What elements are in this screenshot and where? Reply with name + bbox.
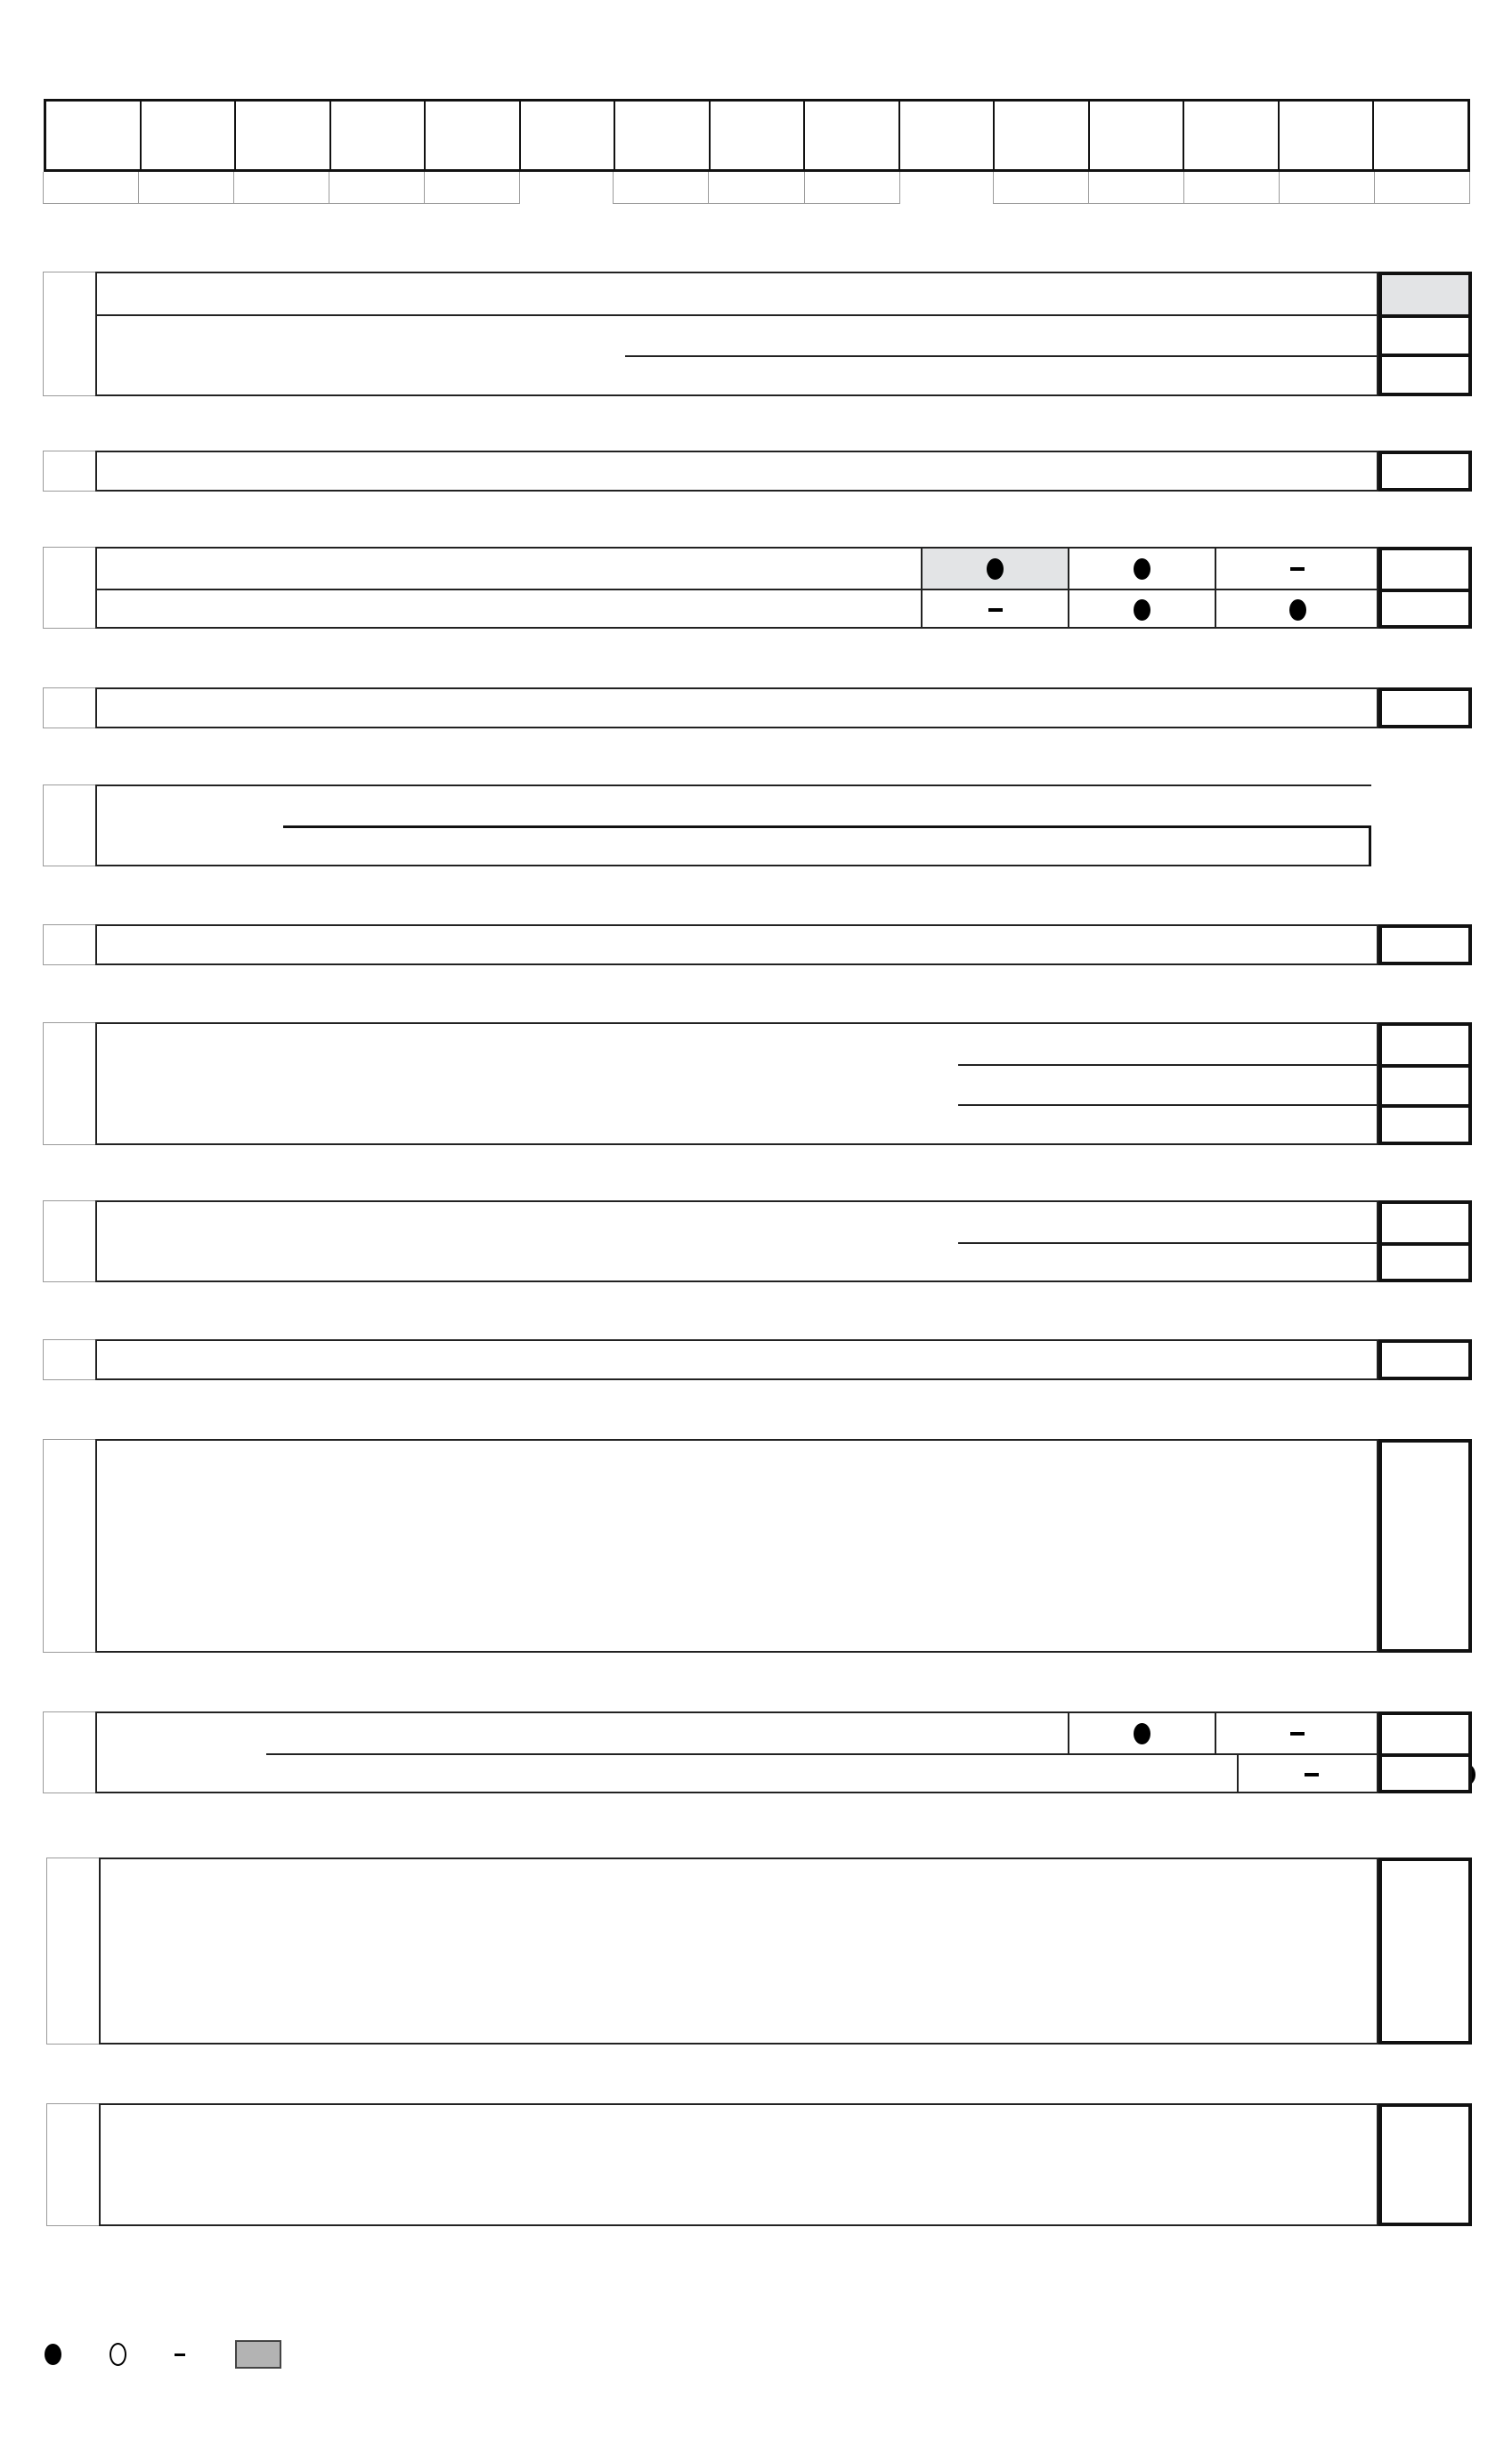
open-circle-icon <box>110 2343 126 2366</box>
code-position-label <box>1279 172 1375 204</box>
table-row <box>97 1202 1377 1242</box>
section-number <box>43 1339 95 1380</box>
code-column <box>1378 924 1472 965</box>
available-dot-icon <box>1134 599 1150 621</box>
code-position-label <box>1183 172 1280 204</box>
availability-cell <box>1215 549 1378 589</box>
code-position-cell[interactable] <box>900 102 996 169</box>
section-number <box>43 1439 95 1653</box>
sizes-row <box>283 825 1371 866</box>
code-column <box>1378 1022 1472 1145</box>
code-position-cell[interactable] <box>711 102 806 169</box>
code-cell[interactable] <box>1382 1026 1468 1064</box>
legend-available <box>45 2344 65 2365</box>
code-position-label <box>329 172 425 204</box>
code-position-cell[interactable] <box>1374 102 1467 169</box>
code-cell[interactable] <box>1382 1242 1468 1282</box>
code-cell-o[interactable] <box>1382 691 1468 725</box>
availability-cell <box>1068 549 1215 589</box>
not-available-dash-icon <box>988 608 1003 612</box>
availability-cell <box>1215 590 1378 629</box>
table-row <box>97 1713 1377 1753</box>
code-position-label <box>804 172 900 204</box>
code-column <box>1378 547 1472 629</box>
availability-cell <box>1237 1755 1384 1793</box>
series-table <box>95 924 1378 965</box>
code-position-cell[interactable] <box>1280 102 1375 169</box>
section-number <box>46 1858 99 2045</box>
section-number <box>46 2103 99 2226</box>
available-dot-icon <box>987 558 1004 580</box>
legend-preferred <box>235 2340 287 2369</box>
code-cell-6[interactable] <box>1382 928 1468 962</box>
availability-cell <box>1215 1713 1378 1753</box>
availability-cell <box>1068 1713 1215 1753</box>
table-row <box>958 1104 1377 1144</box>
sizes-table <box>95 785 1371 866</box>
table-row <box>266 1753 1377 1793</box>
drive-shafts-column-headers <box>0 1407 1512 1437</box>
code-position-cell[interactable] <box>615 102 711 169</box>
code-position-cell[interactable] <box>1184 102 1280 169</box>
operating-mode-table <box>95 687 1378 728</box>
code-position-cell[interactable] <box>426 102 521 169</box>
not-available-dash-icon <box>1290 567 1305 571</box>
code-position-label <box>708 172 804 204</box>
code-column <box>1378 451 1472 492</box>
code-column <box>1378 1439 1472 1653</box>
ordering-code-labels <box>44 172 1470 204</box>
section-number <box>43 272 95 396</box>
code-cell[interactable] <box>1382 1104 1468 1144</box>
footnote <box>45 2404 52 2433</box>
table-row <box>958 1242 1377 1282</box>
mounting-flanges-table <box>95 1711 1378 1793</box>
code-position-label <box>899 172 994 204</box>
code-position-cell[interactable] <box>236 102 331 169</box>
version-table <box>99 2103 1378 2226</box>
code-column <box>1378 2103 1472 2226</box>
table-row <box>97 1024 1377 1064</box>
code-position-label <box>1088 172 1184 204</box>
section-number <box>43 1022 95 1145</box>
code-position-label <box>1374 172 1470 204</box>
section-number <box>43 785 95 866</box>
code-cell-a2f[interactable] <box>1382 454 1468 488</box>
code-column <box>1378 1858 1472 2045</box>
code-cell[interactable] <box>1382 314 1468 355</box>
rotation-table <box>95 1200 1378 1282</box>
code-cell[interactable] <box>1382 1064 1468 1104</box>
code-column <box>1378 1200 1472 1282</box>
not-available-dash-icon <box>1290 1732 1305 1736</box>
code-column <box>1378 1711 1472 1793</box>
code-position-label <box>138 172 234 204</box>
section-number <box>43 687 95 728</box>
code-position-cell[interactable] <box>46 102 142 169</box>
code-position-cell[interactable] <box>995 102 1090 169</box>
code-position-label <box>519 172 614 204</box>
code-position-cell[interactable] <box>1090 102 1185 169</box>
code-position-cell[interactable] <box>805 102 900 169</box>
drive-shafts-table <box>95 1439 1378 1653</box>
availability-cell <box>921 590 1068 629</box>
code-column <box>1378 687 1472 728</box>
code-column <box>1378 272 1472 396</box>
section-number <box>43 924 95 965</box>
available-dot-icon <box>1134 1723 1150 1744</box>
available-dot-icon <box>1134 558 1150 580</box>
code-cell[interactable] <box>1382 550 1468 589</box>
axial-piston-table <box>95 451 1378 492</box>
hydraulic-fluid-table <box>95 272 1378 396</box>
legend-not-available <box>175 2354 191 2356</box>
not-available-dash-icon <box>1305 1773 1319 1776</box>
code-position-label <box>993 172 1089 204</box>
legend <box>45 2340 331 2369</box>
port-plates-table <box>99 1858 1378 2045</box>
section-number <box>43 1711 95 1793</box>
filled-circle-icon <box>45 2344 61 2365</box>
drive-shaft-bearing-table <box>95 547 1378 629</box>
code-cell-e[interactable] <box>1382 354 1468 393</box>
section-number <box>43 1200 95 1282</box>
code-cell[interactable] <box>1382 589 1468 629</box>
section-number <box>43 547 95 629</box>
availability-cell <box>1068 590 1215 629</box>
code-position-label <box>613 172 709 204</box>
code-position-label <box>424 172 520 204</box>
table-row <box>958 1064 1377 1104</box>
dash-icon <box>175 2354 185 2356</box>
code-position-cell[interactable] <box>142 102 237 169</box>
seals-table <box>95 1339 1378 1380</box>
code-position-label <box>43 172 139 204</box>
preferred-swatch-icon <box>235 2340 281 2369</box>
code-position-label <box>233 172 329 204</box>
code-cell[interactable] <box>1382 1715 1468 1753</box>
code-cell[interactable] <box>1382 1204 1468 1242</box>
code-cell-v[interactable] <box>1382 1343 1468 1377</box>
table-row <box>97 589 1377 629</box>
table-row <box>97 549 1377 589</box>
code-cell-preferred[interactable] <box>1382 275 1468 314</box>
ordering-code-bar <box>44 99 1470 172</box>
availability-cell <box>921 549 1068 589</box>
available-dot-icon <box>1289 599 1306 621</box>
code-column <box>1378 1339 1472 1380</box>
code-position-cell[interactable] <box>521 102 616 169</box>
section-number <box>43 451 95 492</box>
index-table <box>95 1022 1378 1145</box>
code-position-cell[interactable] <box>331 102 427 169</box>
legend-on-request <box>110 2343 130 2366</box>
code-cell[interactable] <box>1382 1753 1468 1793</box>
